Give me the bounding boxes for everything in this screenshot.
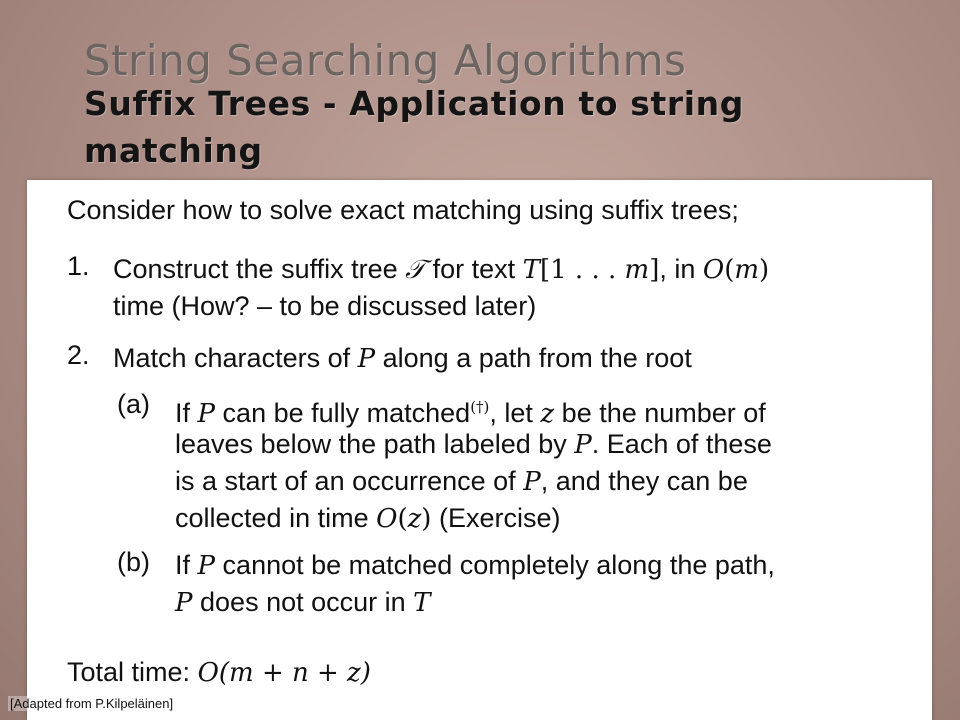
step-1-line-2: time (How? – to be discussed later) <box>113 291 537 321</box>
pattern-symbol: P <box>574 430 592 460</box>
step-2b-text-b: cannot be matched completely along the path, <box>222 550 775 580</box>
step-2b-label: (b) <box>117 547 150 577</box>
z-symbol: z <box>407 504 422 534</box>
content-panel <box>27 180 932 720</box>
total-time-label: Total time: <box>67 657 191 687</box>
slide-title: String Searching Algorithms <box>84 36 687 85</box>
range-close: ] <box>649 255 660 285</box>
step-2b <box>117 547 927 621</box>
step-2a-line-2b: . Each of these <box>591 429 772 459</box>
step-2a-line-3b: , and they can be <box>540 466 748 496</box>
step-2a-text-b: can be fully matched <box>222 398 471 428</box>
step-2a-line-2a: leaves below the path labeled by <box>175 429 567 459</box>
step-2b-line-2: does not occur in <box>200 587 406 617</box>
pattern-symbol: P <box>175 588 193 618</box>
step-2a-if: If <box>175 398 191 428</box>
step-2 <box>67 340 927 377</box>
intro-text: Consider how to solve exact matching using suffix trees; <box>67 195 739 225</box>
paren-open: ( <box>397 504 408 534</box>
step-2a-text-d: be the number of <box>561 398 766 428</box>
step-2a-line-4b: (Exercise) <box>438 503 561 533</box>
text-symbol: T <box>413 588 431 618</box>
content-body <box>67 192 927 691</box>
pattern-symbol: P <box>523 467 541 497</box>
pattern-symbol: P <box>197 399 216 429</box>
step-1-text-a: Construct the suffix tree <box>113 254 398 284</box>
intro-line <box>67 192 927 229</box>
pattern-symbol: P <box>357 344 376 374</box>
m-symbol: m <box>734 255 760 285</box>
step-2-number: 2. <box>67 340 90 370</box>
suffix-tree-symbol: 𝒯 <box>405 255 426 285</box>
step-1 <box>67 251 927 340</box>
step-2a-line-4a: collected in time <box>175 503 369 533</box>
step-2a-label: (a) <box>117 389 150 419</box>
step-2-text-b: along a path from the root <box>382 343 692 373</box>
step-2-text-a: Match characters of <box>113 343 351 373</box>
paren-close: ) <box>421 504 432 534</box>
step-1-number: 1. <box>67 251 90 281</box>
pattern-symbol: P <box>197 551 216 581</box>
total-time-expression: O(m + n + z) <box>197 658 371 688</box>
paren-close: ) <box>759 255 770 285</box>
big-o-symbol: O <box>702 255 725 285</box>
dagger-mark: (†) <box>470 398 490 416</box>
text-symbol: T <box>522 255 540 285</box>
paren-open: ( <box>724 255 735 285</box>
step-2a <box>117 389 927 537</box>
total-time-line <box>67 654 927 691</box>
z-symbol: z <box>540 399 555 429</box>
big-o-symbol: O <box>376 504 398 534</box>
range-m: m <box>624 255 650 285</box>
step-2a-text-c: , let <box>489 398 533 428</box>
slide-subtitle: Suffix Trees - Application to string matching <box>84 84 744 170</box>
range-open: [1 . . . <box>539 255 625 285</box>
attribution-credit: [Adapted from P.Kilpeläinen] <box>10 696 174 711</box>
step-1-text-c: , in <box>659 254 696 284</box>
step-1-text-b: for text <box>432 254 516 284</box>
step-2a-line-3a: is a start of an occurrence of <box>175 466 516 496</box>
step-2b-if: If <box>175 550 191 580</box>
